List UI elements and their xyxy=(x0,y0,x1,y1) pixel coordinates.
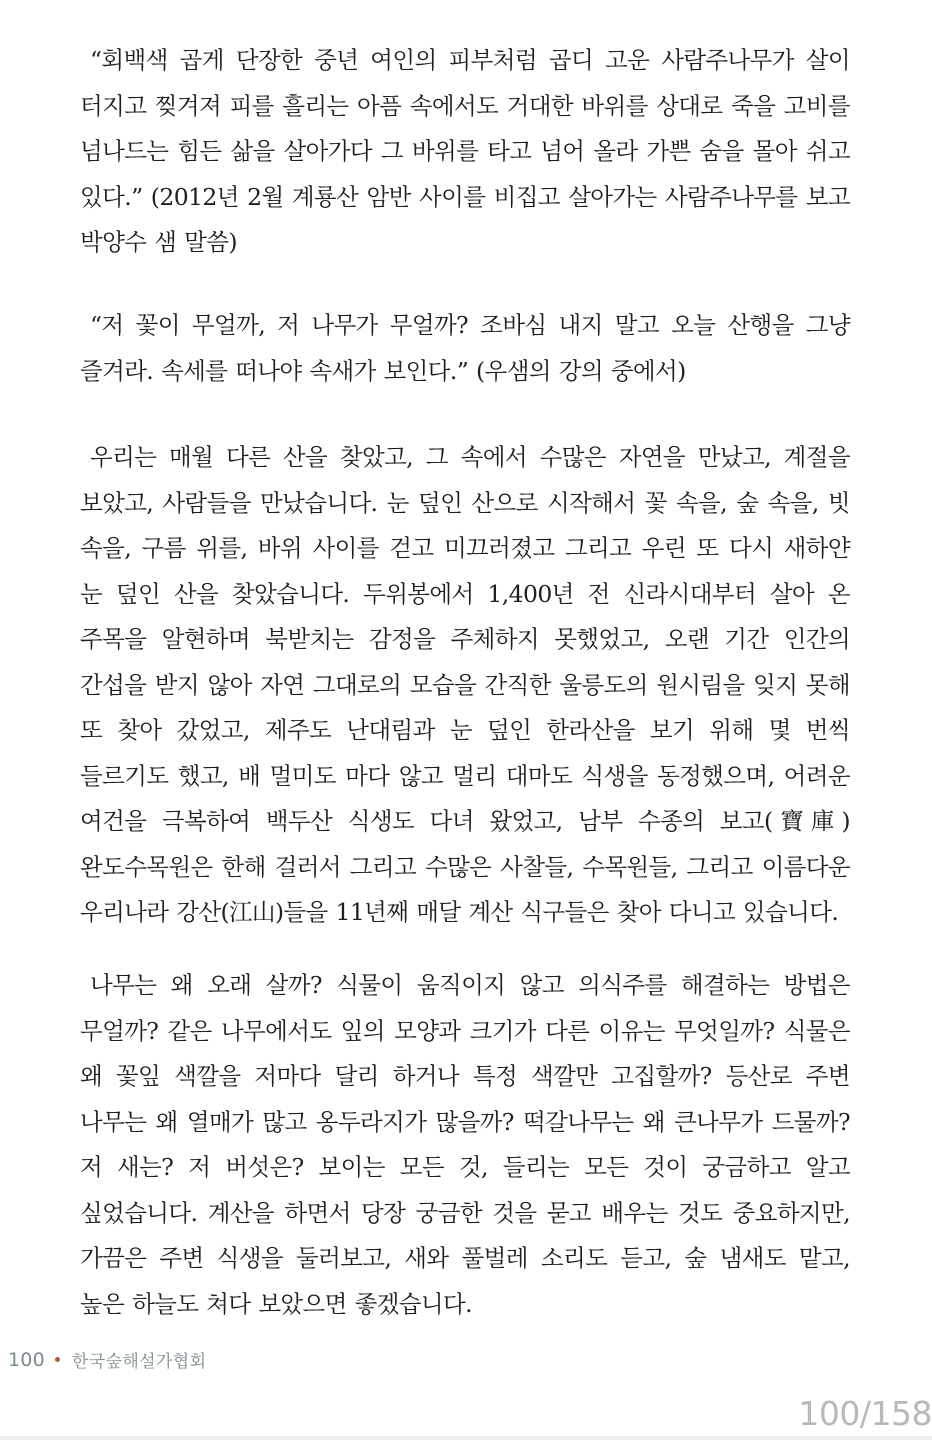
footer-organization: 한국숲해설가협회 xyxy=(71,1352,207,1372)
bullet-dot-icon xyxy=(55,1357,60,1362)
quote-paragraph-2: “저 꽃이 무얼까, 저 나무가 무얼까? 조바심 내지 말고 오늘 산행을 그냥 즐겨라. 속세를 떠나야 속새가 보인다.” (우샘의 강의 중에서) xyxy=(80,311,850,385)
footer-page-number: 100 xyxy=(8,1348,45,1371)
body-paragraph-1: 우리는 매월 다른 산을 찾았고, 그 속에서 수많은 자연을 만났고, 계절을 보았고, 사람들을 만났습니다. 눈 덮인 산으로 시작해서 꽃 속을, 숲 속을, 빗 속을, 구름 위를, 바위 사이를 걷고 미끄러졌고 그리고 우린 또 다시 새하얀 눈 덮인 산을 찾았습니다. 두위봉에서 1,400년 전 신라시대부터 살아 온 주목을 알현하며 북받치는 감정을 주체하지 못했었고, 오랜 기간 인간의 간섭을 받지 않아 자연 그대로의 모습을 간직한 울릉도의 원시림을 잊지 못해 또 찾아 갔었고, 제주도 난대림과 눈 덮인 한라산을 보기 위해 몇 번씩 들르기도 했고, 배 멀미도 마다 않고 멀리 대마도 식생을 동정했으며, 어려운 여건을 극복하여 백두산 식생도 다녀 왔었고, 남부 수종의 보고(寶庫) 완도수목원은 한해 걸러서 그리고 수많은 사찰들, 수목원들, 그리고 이름다운 우리나라 강산(江山)들을 11년째 매달 계산 식구들은 찾아 다니고 있습니다. xyxy=(80,443,850,926)
page-indicator: 100/158 xyxy=(798,1394,932,1433)
body-paragraph-2: 나무는 왜 오래 살까? 식물이 움직이지 않고 의식주를 해결하는 방법은 무얼까? 같은 나무에서도 잎의 모양과 크기가 다른 이유는 무엇일까? 식물은 왜 꽃잎 색깔을 저마다 달리 하거나 특정 색깔만 고집할까? 등산로 주변 나무는 왜 열매가 많고 옹두라지가 많을까? 떡갈나무는 왜 큰나무가 드물까? 저 새는? 저 버섯은? 보이는 모든 것, 들리는 모든 것이 궁금하고 알고 싶었습니다. 계산을 하면서 당장 궁금한 것을 묻고 배우는 것도 중요하지만, 가끔은 주변 식생을 둘러보고, 새와 풀벌레 소리도 듣고, 숲 냄새도 맡고, 높은 하늘도 쳐다 보았으면 좋겠습니다. xyxy=(80,971,850,1318)
viewer-bottom-edge xyxy=(0,1436,932,1440)
quote-paragraph-1: “회백색 곱게 단장한 중년 여인의 피부처럼 곱디 고운 사람주나무가 살이 터지고 찢겨져 피를 흘리는 아픔 속에서도 거대한 바위를 상대로 죽을 고비를 넘나드는 힘든 삶을 살아가다 그 바위를 타고 넘어 올라 가쁜 숨을 몰아 쉬고 있다.” (2012년 2월 계룡산 암반 사이를 비집고 살아가는 사람주나무를 보고 박양수 샘 말씀) xyxy=(80,46,850,256)
page-footer xyxy=(8,1347,206,1372)
